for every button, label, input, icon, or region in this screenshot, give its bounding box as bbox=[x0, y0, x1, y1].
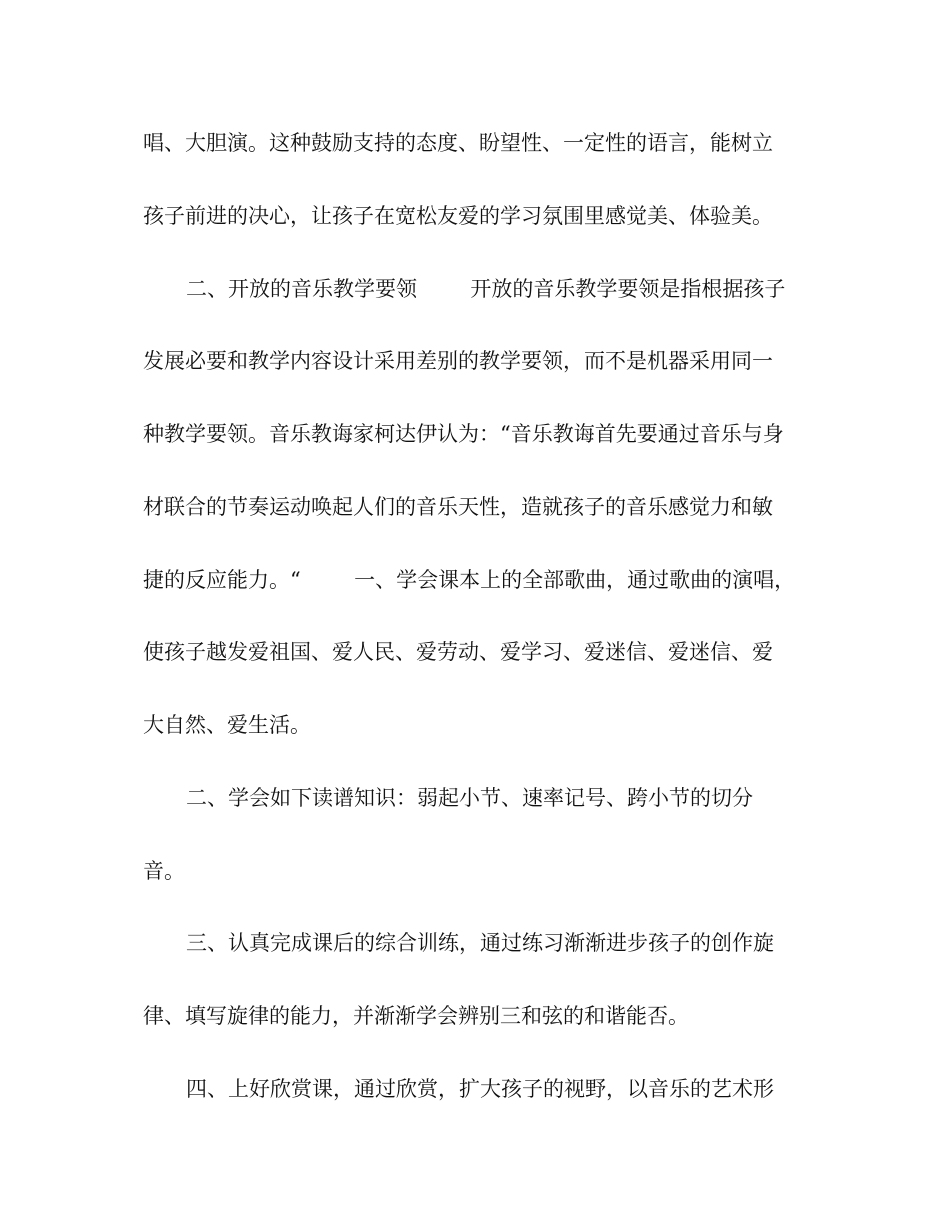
text-line: 音。 bbox=[143, 859, 185, 883]
text-line: 使孩子越发爱祖国、爱人民、爱劳动、爱学习、爱迷信、爱迷信、爱 bbox=[143, 640, 773, 664]
text-line: 四、上好欣赏课，通过欣赏，扩大孩子的视野，以音乐的艺术形 bbox=[186, 1077, 774, 1101]
text-line: 二、开放的音乐教学要领 开放的音乐教学要领是指根据孩子 bbox=[186, 277, 786, 301]
text-line: 发展必要和教学内容设计采用差别的教学要领，而不是机器采用同一 bbox=[143, 349, 773, 373]
text-line: 律、填写旋律的能力，并渐渐学会辨别三和弦的和谐能否。 bbox=[143, 1004, 689, 1028]
text-line: 孩子前进的决心，让孩子在宽松友爱的学习氛围里感觉美、体验美。 bbox=[143, 204, 773, 228]
text-line: 唱、大胆演。这种鼓励支持的态度、盼望性、一定性的语言，能树立 bbox=[143, 131, 773, 155]
text-line: 种教学要领。音乐教诲家柯达伊认为：“音乐教诲首先要通过音乐与身 bbox=[143, 422, 784, 446]
text-line: 三、认真完成课后的综合训练，通过练习渐渐进步孩子的创作旋 bbox=[186, 931, 774, 955]
text-line: 捷的反应能力。“ 一、学会课本上的全部歌曲，通过歌曲的演唱， bbox=[143, 568, 796, 592]
text-line: 大自然、爱生活。 bbox=[143, 713, 311, 737]
text-line: 材联合的节奏运动唤起人们的音乐天性，造就孩子的音乐感觉力和敏 bbox=[143, 495, 773, 519]
text-line: 二、学会如下读谱知识：弱起小节、速率记号、跨小节的切分 bbox=[186, 786, 753, 810]
